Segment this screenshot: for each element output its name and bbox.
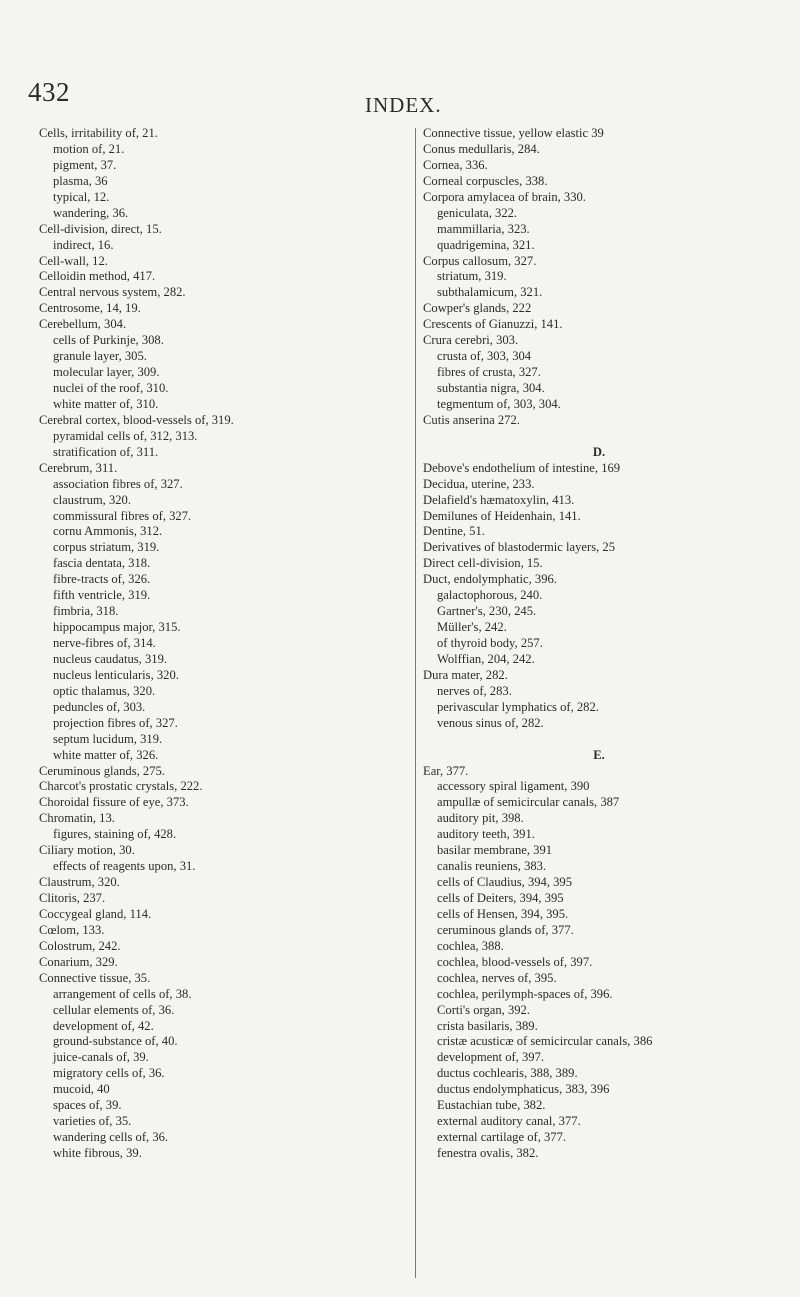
index-subentry: cells of Hensen, 394, 395. xyxy=(437,906,569,921)
index-subentry: pyramidal cells of, 312, 313. xyxy=(53,428,198,443)
index-subentry: effects of reagents upon, 31. xyxy=(53,859,196,874)
index-subentry: fibres of crusta, 327. xyxy=(437,365,541,380)
index-subentry: claustrum, 320. xyxy=(53,492,131,507)
index-subentry: tegmentum of, 303, 304. xyxy=(437,396,561,411)
index-subentry: ductus cochlearis, 388, 389. xyxy=(437,1066,578,1081)
index-subentry: migratory cells of, 36. xyxy=(53,1066,165,1081)
index-subentry: cochlea, 388. xyxy=(437,938,504,953)
index-subentry: fenestra ovalis, 382. xyxy=(437,1146,539,1160)
index-entry: Corneal corpuscles, 338. xyxy=(423,173,548,188)
index-subentry: cristæ acusticæ of semicircular canals, 386 xyxy=(437,1034,653,1049)
index-subentry: wandering, 36. xyxy=(53,205,129,220)
index-column-right xyxy=(423,126,795,1162)
index-subentry: juice-canals of, 39. xyxy=(53,1050,149,1065)
index-subentry: venous sinus of, 282. xyxy=(437,715,544,730)
index-subentry: external auditory canal, 377. xyxy=(437,1114,581,1129)
page-number: 432 xyxy=(28,77,70,107)
index-entry: Delafield's hæmatoxylin, 413. xyxy=(423,492,575,507)
section-heading: E. xyxy=(593,747,605,762)
index-subentry: nucleus lenticularis, 320. xyxy=(53,667,179,682)
index-entry: Cell-division, direct, 15. xyxy=(39,221,162,236)
index-entry: Centrosome, 14, 19. xyxy=(39,301,141,316)
index-subentry: Corti's organ, 392. xyxy=(437,1002,530,1017)
index-subentry: perivascular lymphatics of, 282. xyxy=(437,699,599,714)
index-subentry: ductus endolymphaticus, 383, 396 xyxy=(437,1082,610,1097)
index-subentry: mucoid, 40 xyxy=(53,1082,110,1097)
index-subentry: external cartilage of, 377. xyxy=(437,1130,567,1145)
index-subentry: fimbria, 318. xyxy=(53,604,119,619)
index-subentry: corpus striatum, 319. xyxy=(53,540,160,555)
section-heading: D. xyxy=(592,444,606,459)
index-entry: Coccygeal gland, 114. xyxy=(39,906,152,921)
index-subentry: basilar membrane, 391 xyxy=(437,843,553,858)
index-entry: Central nervous system, 282. xyxy=(39,285,186,300)
index-subentry: subthalamicum, 321. xyxy=(437,285,543,300)
index-entry: Conus medullaris, 284. xyxy=(423,141,540,156)
index-subentry: stratification of, 311. xyxy=(53,444,159,459)
index-subentry: Müller's, 242. xyxy=(437,620,507,635)
index-subentry: ampullæ of semicircular canals, 387 xyxy=(437,795,620,810)
index-subentry: figures, staining of, 428. xyxy=(53,827,177,842)
index-subentry: white fibrous, 39. xyxy=(53,1146,142,1160)
index-entry: Charcot's prostatic crystals, 222. xyxy=(39,779,203,794)
index-subentry: projection fibres of, 327. xyxy=(53,715,178,730)
index-subentry: of thyroid body, 257. xyxy=(437,636,543,650)
index-subentry: accessory spiral ligament, 390 xyxy=(437,779,590,794)
index-subentry: septum lucidum, 319. xyxy=(53,731,163,746)
index-subentry: galactophorous, 240. xyxy=(437,588,543,603)
index-subentry: white matter of, 310. xyxy=(53,396,159,411)
index-subentry: nuclei of the roof, 310. xyxy=(53,381,169,395)
index-subentry: cochlea, nerves of, 395. xyxy=(437,970,557,985)
index-subentry: optic thalamus, 320. xyxy=(53,683,156,698)
index-subentry: indirect, 16. xyxy=(53,237,114,252)
index-subentry: development of, 397. xyxy=(437,1050,545,1065)
index-entry: Debove's endothelium of intestine, 169 xyxy=(423,460,621,475)
index-subentry: motion of, 21. xyxy=(53,141,125,156)
index-subentry: canalis reuniens, 383. xyxy=(437,859,547,874)
index-entry: Corpus callosum, 327. xyxy=(423,253,537,268)
index-subentry: white matter of, 326. xyxy=(53,747,159,762)
index-entry: Ciliary motion, 30. xyxy=(39,843,135,858)
index-subentry: pigment, 37. xyxy=(53,157,117,172)
index-subentry: fifth ventricle, 319. xyxy=(53,588,151,603)
index-entry: Crescents of Gianuzzi, 141. xyxy=(423,317,563,332)
index-subentry: molecular layer, 309. xyxy=(53,365,160,380)
index-subentry: Wolffian, 204, 242. xyxy=(437,651,535,666)
index-entry: Connective tissue, 35. xyxy=(39,970,151,985)
index-entry: Connective tissue, yellow elastic 39 xyxy=(423,126,604,140)
index-entry: Dentine, 51. xyxy=(423,524,485,539)
index-entry: Cowper's glands, 222 xyxy=(423,301,532,316)
index-subentry: cellular elements of, 36. xyxy=(53,1002,175,1017)
index-subentry: association fibres of, 327. xyxy=(53,476,183,491)
index-entry: Choroidal fissure of eye, 373. xyxy=(39,795,189,810)
index-entry: Ceruminous glands, 275. xyxy=(39,763,165,778)
index-entry: Conarium, 329. xyxy=(39,954,118,969)
index-subentry: mammillaria, 323. xyxy=(437,221,530,236)
index-entry: Cerebrum, 311. xyxy=(39,460,118,475)
index-subentry: nerves of, 283. xyxy=(437,683,512,698)
index-entry: Claustrum, 320. xyxy=(39,875,120,890)
index-subentry: typical, 12. xyxy=(53,189,110,204)
index-subentry: cochlea, perilymph-spaces of, 396. xyxy=(437,986,613,1001)
index-subentry: Gartner's, 230, 245. xyxy=(437,604,537,619)
index-subentry: crista basilaris, 389. xyxy=(437,1018,538,1033)
index-subentry: substantia nigra, 304. xyxy=(437,381,545,395)
index-entry: Cell-wall, 12. xyxy=(39,253,108,268)
index-subentry: commissural fibres of, 327. xyxy=(53,508,192,523)
index-subentry: peduncles of, 303. xyxy=(53,699,146,714)
index-subentry: arrangement of cells of, 38. xyxy=(53,986,192,1001)
index-entry: Dura mater, 282. xyxy=(423,667,508,682)
index-subentry: fibre-tracts of, 326. xyxy=(53,572,151,587)
index-subentry: plasma, 36 xyxy=(53,173,108,188)
index-entry: Corpora amylacea of brain, 330. xyxy=(423,189,586,204)
index-subentry: cells of Deiters, 394, 395 xyxy=(437,891,564,905)
index-entry: Cells, irritability of, 21. xyxy=(39,126,158,140)
index-subentry: nucleus caudatus, 319. xyxy=(53,651,168,666)
index-subentry: development of, 42. xyxy=(53,1018,154,1033)
index-subentry: fascia dentata, 318. xyxy=(53,556,151,571)
index-entry: Cerebellum, 304. xyxy=(39,317,127,332)
index-subentry: crusta of, 303, 304 xyxy=(437,349,532,364)
index-entry: Crura cerebri, 303. xyxy=(423,333,519,348)
index-entry: Cerebral cortex, blood-vessels of, 319. xyxy=(39,412,234,427)
index-entry: Demilunes of Heidenhain, 141. xyxy=(423,508,581,523)
index-subentry: cells of Purkinje, 308. xyxy=(53,333,164,348)
index-entry: Ear, 377. xyxy=(423,763,469,778)
index-subentry: wandering cells of, 36. xyxy=(53,1130,169,1145)
index-entry: Decidua, uterine, 233. xyxy=(423,476,535,491)
page-title: INDEX. xyxy=(365,93,442,117)
index-subentry: nerve-fibres of, 314. xyxy=(53,636,156,650)
index-entry: Derivatives of blastodermic layers, 25 xyxy=(423,540,615,555)
index-subentry: cornu Ammonis, 312. xyxy=(53,524,163,539)
index-subentry: Eustachian tube, 382. xyxy=(437,1098,546,1113)
index-entry: Celloidin method, 417. xyxy=(39,269,156,284)
index-entry: Direct cell-division, 15. xyxy=(423,556,543,571)
index-entry: Colostrum, 242. xyxy=(39,938,121,953)
index-subentry: ceruminous glands of, 377. xyxy=(437,922,574,937)
index-entry: Duct, endolymphatic, 396. xyxy=(423,572,557,587)
index-subentry: granule layer, 305. xyxy=(53,349,147,364)
index-entry: Chromatin, 13. xyxy=(39,811,115,826)
index-subentry: auditory pit, 398. xyxy=(437,811,524,826)
column-divider xyxy=(415,128,416,1278)
index-subentry: quadrigemina, 321. xyxy=(437,237,535,252)
index-subentry: hippocampus major, 315. xyxy=(53,620,181,635)
index-subentry: auditory teeth, 391. xyxy=(437,827,535,842)
index-column-left xyxy=(39,126,389,1162)
index-subentry: geniculata, 322. xyxy=(437,205,518,220)
index-entry: Cornea, 336. xyxy=(423,157,488,172)
index-subentry: ground-substance of, 40. xyxy=(53,1034,178,1049)
index-subentry: cells of Claudius, 394, 395 xyxy=(437,875,573,890)
index-subentry: cochlea, blood-vessels of, 397. xyxy=(437,954,593,969)
index-entry: Cutis anserina 272. xyxy=(423,412,520,427)
index-subentry: spaces of, 39. xyxy=(53,1098,122,1113)
index-entry: Clitoris, 237. xyxy=(39,891,106,905)
index-subentry: striatum, 319. xyxy=(437,269,507,284)
spacer xyxy=(423,732,795,748)
index-subentry: varieties of, 35. xyxy=(53,1114,132,1129)
spacer xyxy=(423,429,795,445)
index-entry: Cœlom, 133. xyxy=(39,922,105,937)
